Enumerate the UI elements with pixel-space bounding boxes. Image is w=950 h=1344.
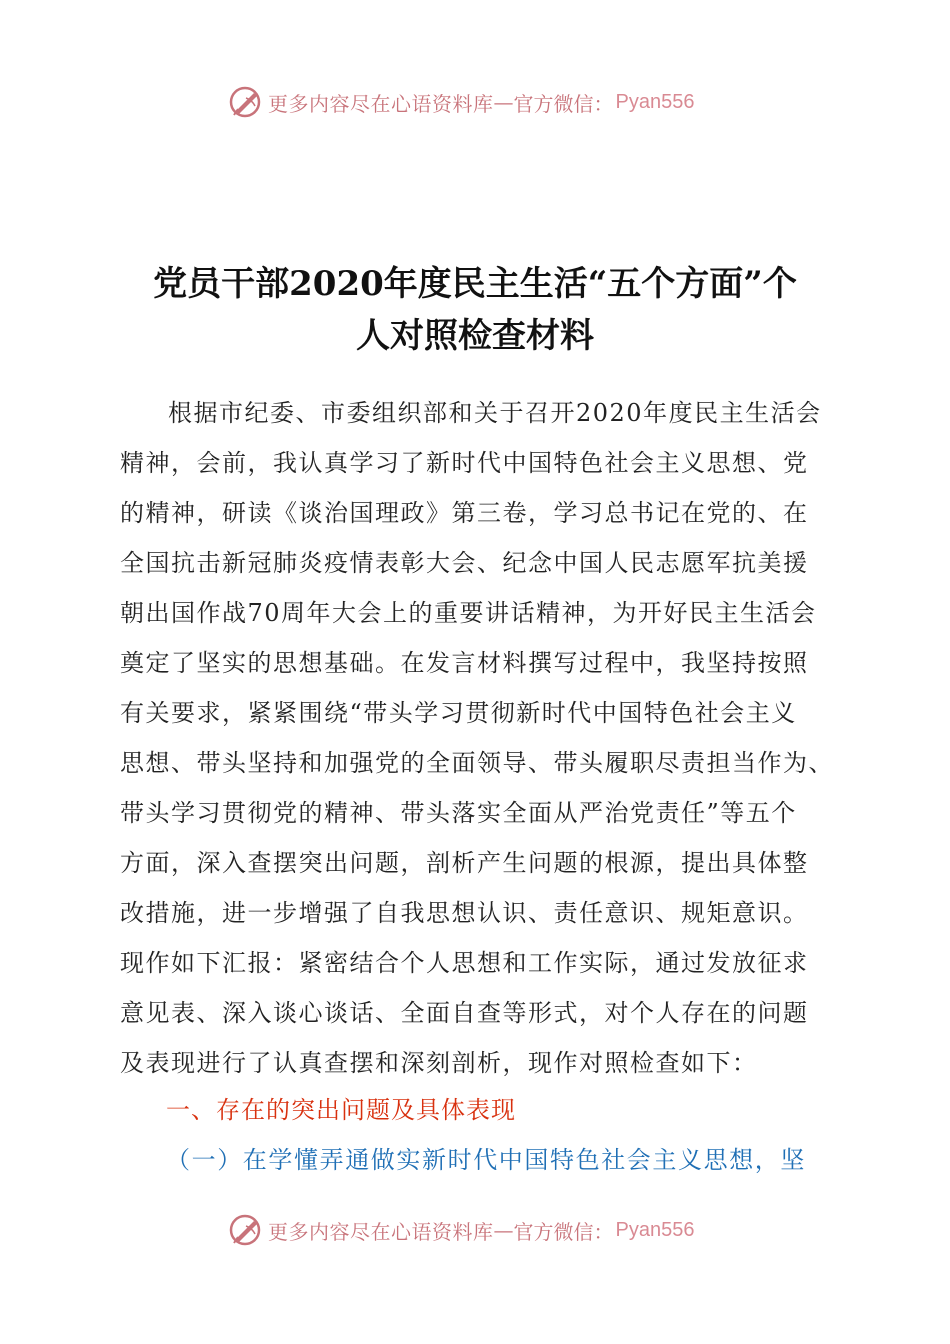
body-line-14: 及表现进行了认真查摆和深刻剖析，现作对照检查如下： <box>120 1049 758 1077</box>
watermark-banner-bottom <box>228 1210 728 1250</box>
watermark-wechat-label: 官方微信： <box>513 1219 614 1244</box>
watermark-wechat-id: Pyan556 <box>615 1218 695 1241</box>
body-line-6: 奠定了坚实的思想基础。在发言材料撰写过程中，我坚持按照 <box>120 649 809 677</box>
watermark-separator: — <box>493 1218 514 1242</box>
watermark-wechat-id: Pyan556 <box>615 90 695 113</box>
body-line-12: 现作如下汇报：紧密结合个人思想和工作实际，通过发放征求 <box>120 949 809 977</box>
subsection-heading: （一）在学懂弄通做实新时代中国特色社会主义思想，坚 <box>166 1146 806 1174</box>
quill-logo-icon <box>228 84 264 120</box>
body-line-9: 带头学习贯彻党的精神、带头落实全面从严治党责任”等五个 <box>120 799 797 827</box>
watermark-text: 更多内容尽在心语资料库 <box>268 1219 494 1244</box>
body-line-11: 改措施，进一步增强了自我思想认识、责任意识、规矩意识。 <box>120 899 809 927</box>
title-line-1: 党员干部2020年度民主生活“五个方面”个 <box>153 264 797 304</box>
document-title <box>100 258 850 362</box>
body-line-4: 全国抗击新冠肺炎疫情表彰大会、纪念中国人民志愿军抗美援 <box>120 549 809 577</box>
body-line-1: 根据市纪委、市委组织部和关于召开2020年度民主生活会 <box>168 399 822 427</box>
watermark-wechat-label: 官方微信： <box>513 91 614 116</box>
body-line-10: 方面，深入查摆突出问题，剖析产生问题的根源，提出具体整 <box>120 849 809 877</box>
watermark-banner-top <box>228 82 728 122</box>
body-line-7: 有关要求，紧紧围绕“带头学习贯彻新时代中国特色社会主义 <box>120 699 797 727</box>
body-line-13: 意见表、深入谈心谈话、全面自查等形式，对个人存在的问题 <box>120 999 809 1027</box>
watermark-separator: — <box>493 90 514 114</box>
quill-logo-icon <box>228 1212 264 1248</box>
title-line-2: 人对照检查材料 <box>356 316 594 356</box>
body-line-3: 的精神，研读《谈治国理政》第三卷，学习总书记在党的、在 <box>120 499 809 527</box>
watermark-text: 更多内容尽在心语资料库 <box>268 91 494 116</box>
body-line-2: 精神，会前，我认真学习了新时代中国特色社会主义思想、党 <box>120 449 809 477</box>
section-heading: 一、存在的突出问题及具体表现 <box>166 1096 516 1124</box>
body-line-8: 思想、带头坚持和加强党的全面领导、带头履职尽责担当作为、 <box>120 749 834 777</box>
body-line-5: 朝出国作战70周年大会上的重要讲话精神，为开好民主生活会 <box>120 599 817 627</box>
